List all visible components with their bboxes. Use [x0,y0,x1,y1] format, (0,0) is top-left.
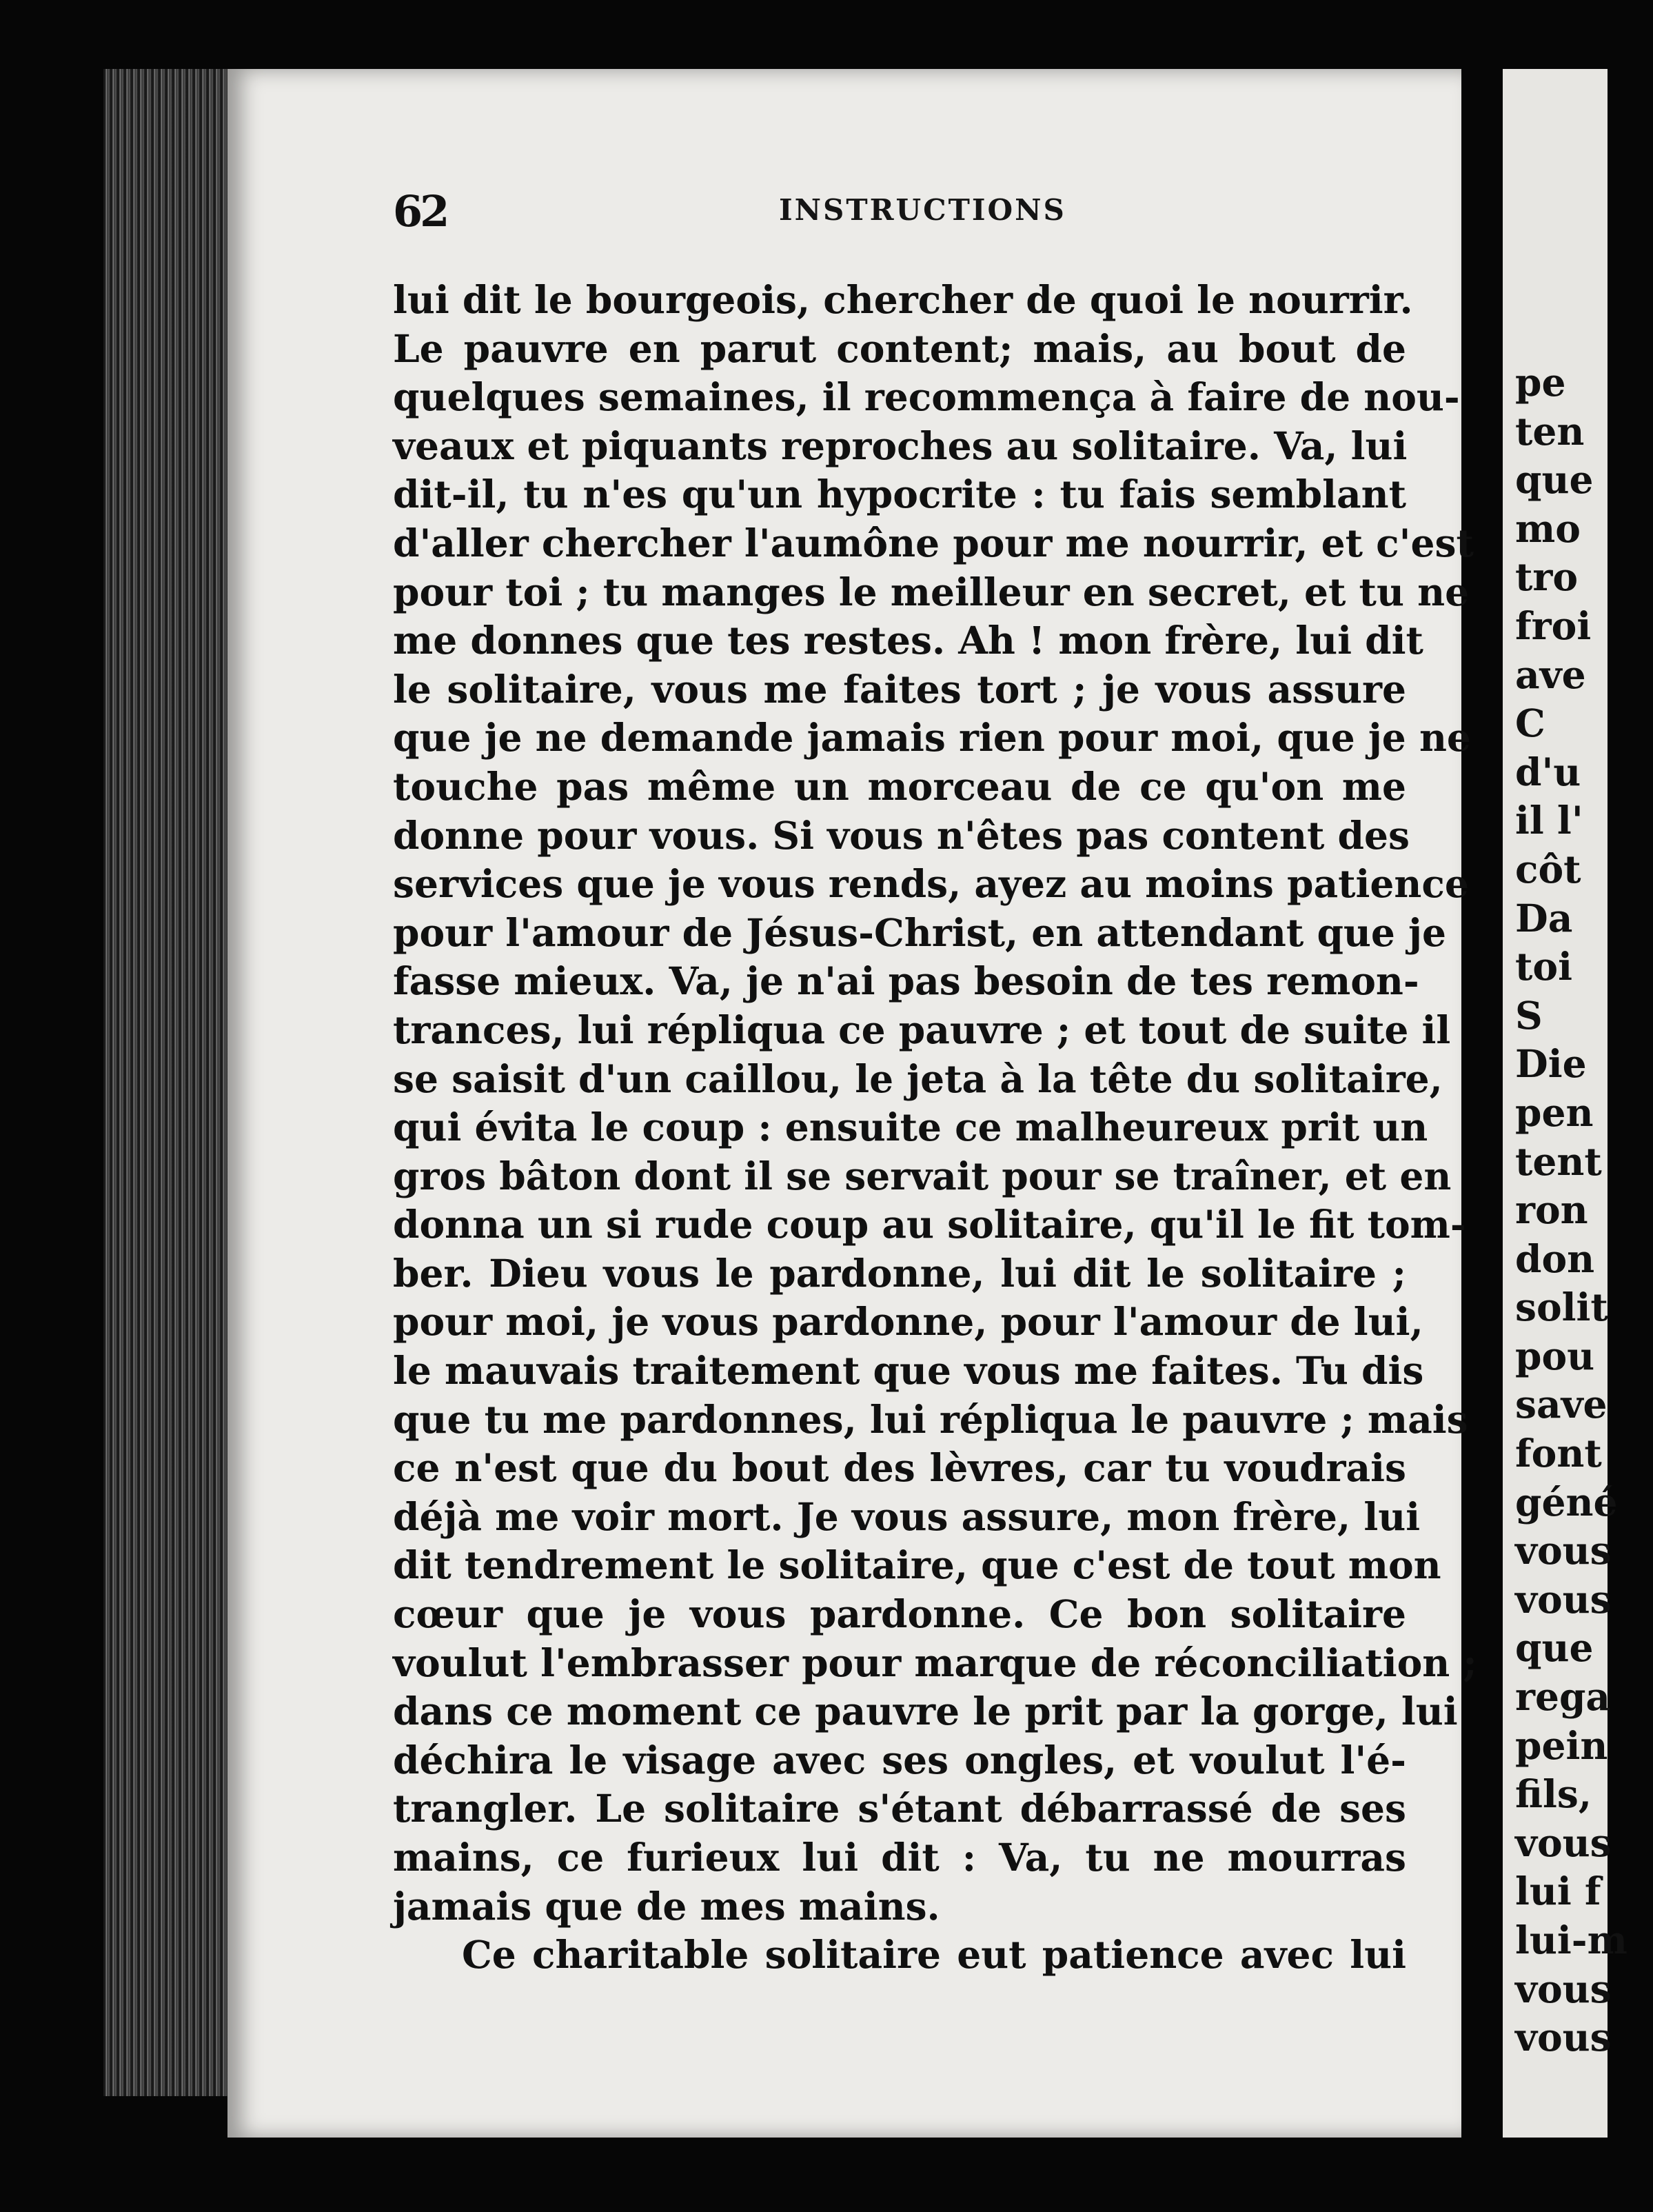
facing-fragment: il l' [1515,798,1583,843]
facing-fragment: tro [1515,554,1579,600]
running-head: INSTRUCTIONS [779,193,1066,227]
facing-fragment: solit [1515,1285,1608,1330]
text-line: lui dit le bourgeois, chercher de quoi le nourrir. [393,277,1413,322]
facing-fragment: côt [1515,846,1581,892]
text-line: mains, ce furieux lui dit : Va, tu ne mourras [393,1835,1406,1880]
text-line: dit tendrement le solitaire, que c'est de tout mon [393,1542,1441,1588]
text-line: veaux et piquants reproches au solitaire. Va, lui [393,423,1408,468]
text-line: dans ce moment ce pauvre le prit par la gorge, lui [393,1689,1458,1734]
text-line: dit-il, tu n'es qu'un hypocrite : tu fais semblant [393,472,1406,517]
text-line: gros bâton dont il se servait pour se traîner, et en [393,1153,1452,1198]
page-number: 62 [393,186,447,237]
text-line: Ce charitable solitaire eut patience avec lui [462,1932,1406,1978]
facing-fragment: font [1515,1431,1602,1476]
facing-fragment: save [1515,1382,1608,1427]
text-line: trances, lui répliqua ce pauvre ; et tout de suite il [393,1007,1451,1052]
facing-fragment: vous [1515,1576,1612,1622]
facing-fragment: que [1515,457,1594,503]
facing-fragment: géné [1515,1479,1618,1525]
text-line: me donnes que tes restes. Ah ! mon frère, lui dit [393,618,1423,663]
facing-fragment: rega [1515,1674,1611,1720]
text-line: que je ne demande jamais rien pour moi, que je ne [393,715,1471,761]
facing-fragment: pe [1515,360,1566,405]
facing-fragment: don [1515,1236,1595,1281]
text-line: donna un si rude coup au solitaire, qu'il le fit tom- [393,1202,1466,1247]
facing-fragment: pou [1515,1333,1595,1378]
text-line: trangler. Le solitaire s'étant débarrassé de ses [393,1786,1406,1831]
facing-page [1503,69,1627,2138]
text-line: voulut l'embrasser pour marque de réconciliation ; [393,1640,1477,1685]
facing-fragment: vous [1515,2015,1612,2060]
text-line: services que je vous rends, ayez au moins patience [393,861,1469,907]
text-line: le solitaire, vous me faites tort ; je vous assure [393,666,1406,712]
facing-fragment: fils, [1515,1771,1592,1817]
text-line: que tu me pardonnes, lui répliqua le pauvre ; mais [393,1396,1468,1442]
facing-fragment: vous [1515,1528,1612,1573]
facing-fragment: Da [1515,895,1573,941]
text-line: ber. Dieu vous le pardonne, lui dit le solitaire ; [393,1250,1406,1296]
text-line: déchira le visage avec ses ongles, et voulut l'é- [393,1737,1406,1782]
facing-fragment: que [1515,1625,1594,1671]
facing-fragment: ave [1515,652,1586,697]
facing-fragment: ten [1515,408,1585,454]
page-header [393,186,1427,255]
text-line: déjà me voir mort. Je vous assure, mon frère, lui [393,1494,1421,1539]
facing-page-text [1515,359,1653,2062]
facing-fragment: pen [1515,1089,1594,1135]
facing-fragment: lui-m [1515,1918,1627,1962]
text-line: d'aller chercher l'aumône pour me nourrir, et c'est [393,520,1474,565]
text-line: cœur que je vous pardonne. Ce bon solitaire [393,1591,1406,1637]
text-line: ce n'est que du bout des lèvres, car tu voudrais [393,1445,1406,1491]
facing-fragment: Die [1515,1041,1587,1087]
facing-fragment: d'u [1515,749,1581,794]
text-line: jamais que de mes mains. [393,1883,940,1929]
facing-fragment: C [1515,701,1545,746]
body-text [393,276,1477,1980]
text-line: le mauvais traitement que vous me faites. Tu dis [393,1348,1424,1394]
text-line: donne pour vous. Si vous n'êtes pas content des [393,812,1410,858]
facing-fragment: tent [1515,1138,1602,1184]
facing-fragment: vous [1515,1820,1612,1865]
facing-fragment: mo [1515,505,1581,551]
facing-fragment: vous [1515,1966,1612,2011]
facing-fragment: ron [1515,1187,1588,1233]
facing-fragment: froi [1515,603,1592,648]
text-line: Le pauvre en parut content; mais, au bout de [393,325,1406,371]
text-line: fasse mieux. Va, je n'ai pas besoin de tes remon- [393,958,1419,1004]
text-line: se saisit d'un caillou, le jeta à la tête du solitaire, [393,1056,1443,1101]
text-line: quelques semaines, il recommença à faire de nou- [393,374,1460,420]
text-line: qui évita le coup : ensuite ce malheureux prit un [393,1105,1428,1150]
text-line: pour moi, je vous pardonne, pour l'amour de lui, [393,1299,1423,1345]
text-line: touche pas même un morceau de ce qu'on me [393,763,1406,809]
text-line: pour toi ; tu manges le meilleur en secret, et tu ne [393,569,1470,614]
facing-fragment: lui f [1515,1869,1601,1914]
text-line: pour l'amour de Jésus-Christ, en attendant que je [393,909,1446,955]
left-page [227,69,1477,2138]
facing-fragment: S [1515,992,1543,1038]
facing-fragment: toi [1515,944,1572,989]
facing-fragment: pein [1515,1722,1608,1768]
